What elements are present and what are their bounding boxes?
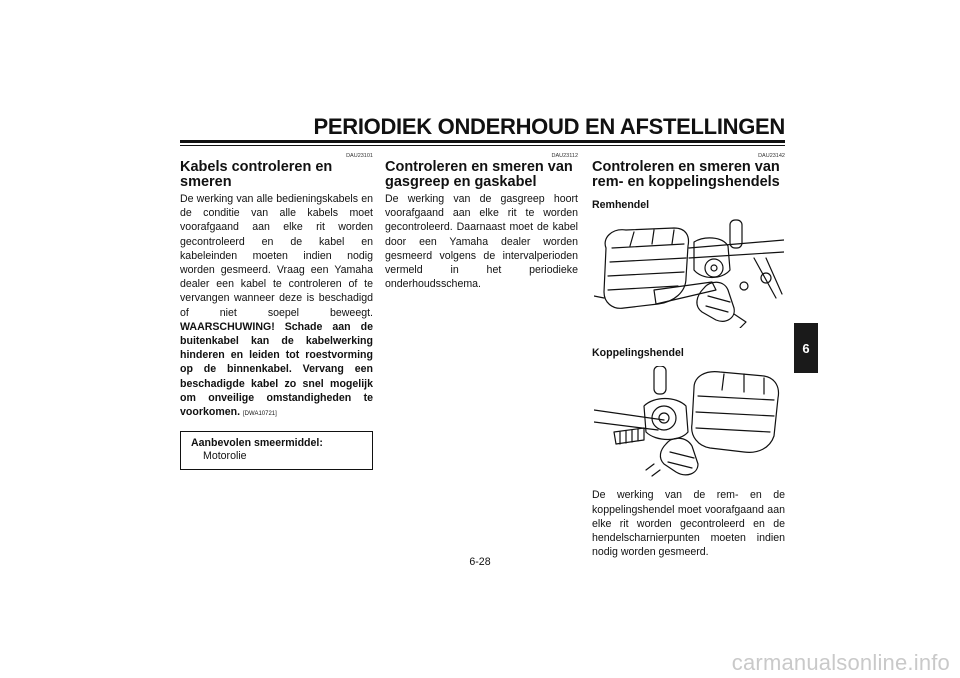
lubricant-value: Motorolie bbox=[203, 450, 247, 463]
header-rule bbox=[180, 140, 785, 143]
lubricant-box bbox=[180, 431, 373, 470]
section-code: DAU23112 bbox=[551, 153, 578, 159]
section-heading: Controleren en smeren van gasgreep en gaskabel bbox=[385, 159, 573, 190]
subhead-brake-lever: Remhendel bbox=[592, 199, 650, 211]
section-body: De werking van de gasgreep hoort voorafgaand aan elke rit te worden gecontroleerd. Daarnaast moet de kabel door een Yamaha dealer worden gesmeerd volgens de intervalperioden vermeld in het periodieke onderhoudsschema. bbox=[385, 193, 578, 291]
section-code: DAU23142 bbox=[758, 153, 785, 159]
section-heading: Kabels controleren en smeren bbox=[180, 159, 333, 190]
section-body: De werking van de rem- en de koppelingshendel moet voorafgaand aan elke rit worden gecontroleerd en de hendelscharnierpunten moeten indien nodig worden gesmeerd. bbox=[592, 489, 785, 559]
brake-lever-illustration bbox=[594, 218, 784, 328]
chapter-tab[interactable]: 6 bbox=[794, 323, 818, 373]
column-throttle bbox=[385, 152, 578, 291]
body-text: De werking van alle bedieningskabels en de conditie van alle kabels moet voorafgaand aan elke rit worden gecontroleerd en de kabel en kabeleinden moeten indien nodig worden gesmeerd. Vraag een Yamaha dealer een kabel te controleren of te vervangen wanneer deze is beschadigd of niet soepel beweegt. bbox=[180, 193, 373, 319]
page-number: 6-28 bbox=[469, 556, 491, 568]
section-body bbox=[180, 192, 373, 421]
column-cables bbox=[180, 152, 373, 470]
column-levers bbox=[592, 152, 785, 559]
section-heading: Controleren en smeren van rem- en koppelingshendels bbox=[592, 159, 780, 190]
clutch-lever-illustration bbox=[594, 366, 784, 478]
watermark: carmanualsonline.info bbox=[731, 650, 950, 675]
section-code: DAU23101 bbox=[346, 153, 373, 159]
page-title: PERIODIEK ONDERHOUD EN AFSTELLINGEN bbox=[313, 114, 785, 139]
warning-code: [DWA10721] bbox=[243, 411, 277, 418]
lubricant-title: Aanbevolen smeermiddel: bbox=[191, 437, 323, 450]
header-rule-thin bbox=[180, 145, 785, 146]
warning-text: WAARSCHUWING! Schade aan de buitenkabel kan de kabelwerking hinderen en leiden tot roestvorming op de binnenkabel. Vervang een beschadigde kabel zo snel mogelijk om onveilige omstandigheden te voorkomen. bbox=[180, 320, 373, 419]
subhead-clutch-lever: Koppelingshendel bbox=[592, 347, 684, 360]
